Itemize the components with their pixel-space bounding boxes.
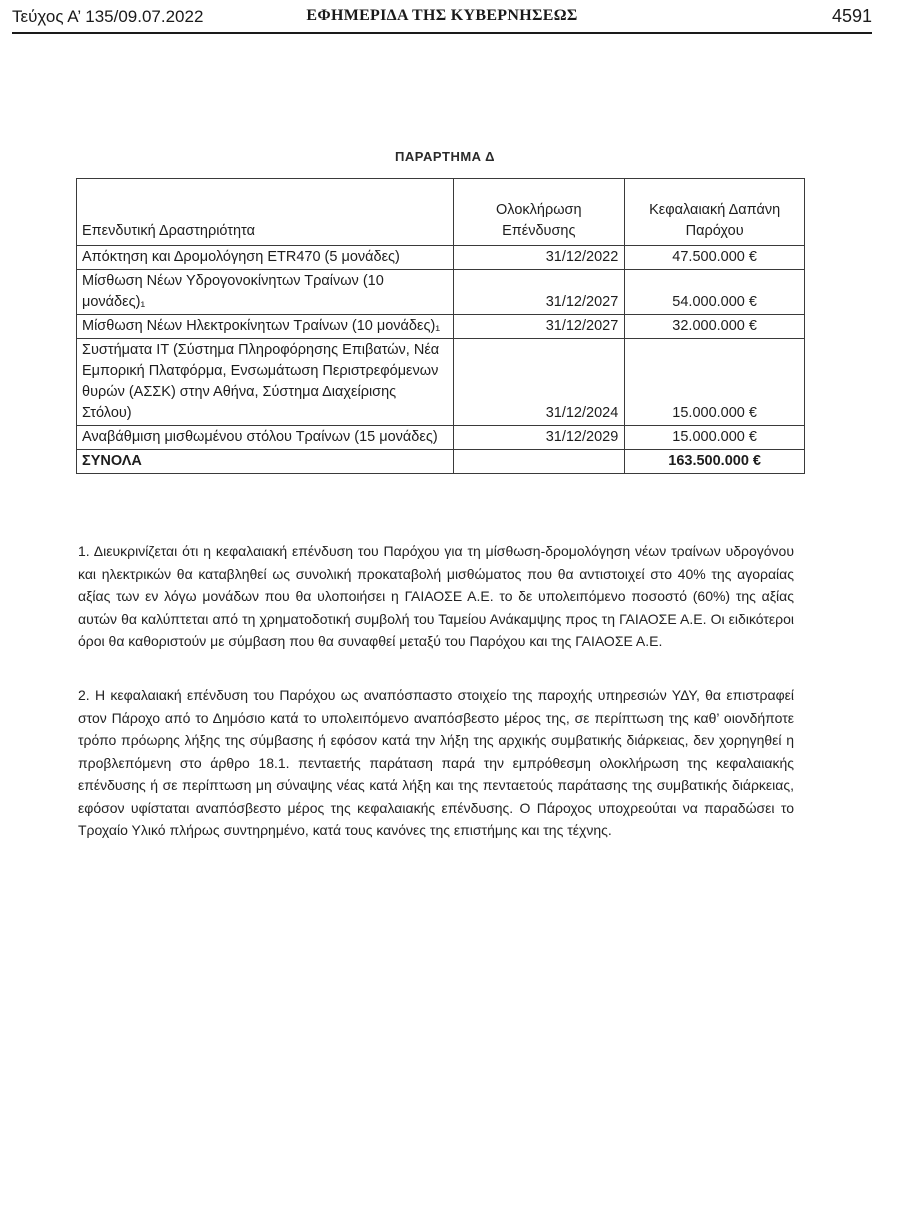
completion-cell: 31/12/2024 — [454, 339, 625, 426]
table-row — [77, 339, 805, 426]
gazette-header — [12, 4, 872, 34]
table-row — [77, 426, 805, 450]
table-row — [77, 246, 805, 270]
activity-cell: Απόκτηση και Δρομολόγηση ETR470 (5 μονάδες) — [77, 246, 454, 270]
column-header: Κεφαλαιακή Δαπάνη Παρόχου — [625, 179, 805, 246]
completion-cell: 31/12/2027 — [454, 315, 625, 339]
cost-cell: 32.000.000 € — [625, 315, 805, 339]
completion-cell: 31/12/2022 — [454, 246, 625, 270]
scanned-annex — [0, 40, 900, 1210]
table-header-row — [77, 179, 805, 246]
totals-label: ΣΥΝΟΛΑ — [77, 450, 454, 474]
issue-label: Τεύχος Α’ 135/09.07.2022 — [12, 7, 204, 26]
activity-cell: Αναβάθμιση μισθωμένου στόλου Τραίνων (15 μονάδες) — [77, 426, 454, 450]
cost-cell: 15.000.000 € — [625, 339, 805, 426]
table-row — [77, 315, 805, 339]
activity-cell: Μίσθωση Νέων Υδρογονοκίνητων Τραίνων (10 μονάδες)₁ — [77, 270, 454, 315]
totals-row — [77, 450, 805, 474]
page-number: 4591 — [831, 6, 872, 26]
table-row — [77, 270, 805, 315]
investment-table — [76, 178, 805, 474]
cost-cell: 15.000.000 € — [625, 426, 805, 450]
totals-completion — [454, 450, 625, 474]
column-header: Ολοκλήρωση Επένδυσης — [454, 179, 625, 246]
note-paragraph-1: 1. Διευκρινίζεται ότι η κεφαλαιακή επένδυση του Παρόχου για τη μίσθωση-δρομολόγηση νέων τραίνων υδρογόνου και ηλεκτρικών θα καταβληθεί ως συνολική προκαταβολή μισθώματος που θα αντιστοιχεί στο 40% της αγοραίας αξίας των εν λόγω μονάδων που θα υλοποιήσει η ΓΑΙΑΟΣΕ Α.Ε. το δε υπολειπόμενο ποσοστό (60%) της αξίας αυτών θα καλύπτεται από τη χρηματοδοτική συμβολή του Ταμείου Ανάκαμψης προς τη ΓΑΙΑΟΣΕ Α.Ε. Οι ειδικότεροι όροι θα καθοριστούν με σύμβαση που θα συναφθεί μεταξύ του Παρόχου και της ΓΑΙΑΟΣΕ Α.Ε. — [78, 543, 794, 649]
completion-cell: 31/12/2029 — [454, 426, 625, 450]
note-paragraph-2: 2. Η κεφαλαιακή επένδυση του Παρόχου ως αναπόσπαστο στοιχείο της παροχής υπηρεσιών ΥΔΥ, θα επιστραφεί στον Πάροχο από το Δημόσιο κατά το υπολειπόμενο αναπόσβεστο μέρος της, σε περίπτωση της καθ’ οιονδήποτε τρόπο πρόωρης λήξης της σύμβασης ή εφόσον κατά την λήξη της αρχικής συμβατικής διάρκειας, δεν χορηγηθεί η προβλεπόμενη στο άρθρο 18.1. πενταετής παράταση παρά την εμπρόθεσμη ολοκλήρωση της κεφαλαιακής επένδυσης ή σε περίπτωση μη σύναψης νέας κατά λήξη και της πενταετούς παράτασης της συμβατικής διάρκειας, εφόσον υφίσταται αναπόσβεστο μέρος της κεφαλαιακής επένδυσης. Ο Πάροχος υποχρεούται να παραδώσει το Τροχαίο Υλικό πλήρως συντηρημένο, κατά τους κανόνες της επιστήμης και της τέχνης. — [78, 687, 794, 838]
annex-title: ΠΑΡΑΡΤΗΜΑ Δ — [394, 149, 496, 164]
gazette-title: ΕΦΗΜΕΡΙΔΑ ΤΗΣ ΚΥΒΕΡΝΗΣΕΩΣ — [306, 7, 578, 24]
cost-cell: 47.500.000 € — [625, 246, 805, 270]
column-header: Επενδυτική Δραστηριότητα — [77, 179, 454, 246]
totals-cost: 163.500.000 € — [625, 450, 805, 474]
completion-cell: 31/12/2027 — [454, 270, 625, 315]
activity-cell: Συστήματα IT (Σύστημα Πληροφόρησης Επιβατών, Νέα Εμπορική Πλατφόρμα, Ενσωμάτωση Περιστρεφόμενων θυρών (ΑΣΣΚ) στην Αθήνα, Σύστημα Διαχείρισης Στόλου) — [77, 339, 454, 426]
cost-cell: 54.000.000 € — [625, 270, 805, 315]
activity-cell: Μίσθωση Νέων Ηλεκτροκίνητων Τραίνων (10 μονάδες)₁ — [77, 315, 454, 339]
